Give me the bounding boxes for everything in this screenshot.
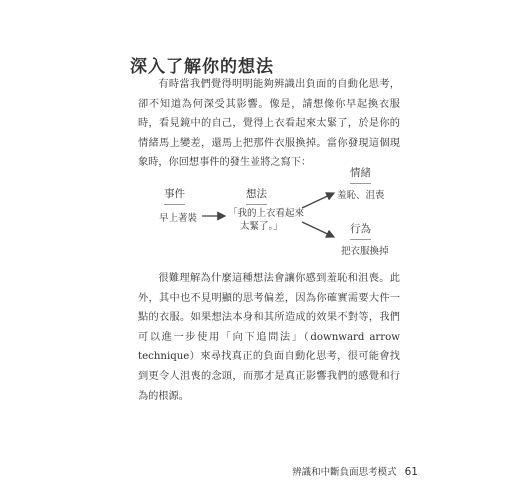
event-text: 早上著裝 — [159, 213, 198, 224]
paragraph-explanation: 很難理解為什麼這種想法會讓你感到羞恥和沮喪。此外，其中也不見明顯的思考偏差，因為你確實需要大件一點的衣服。如果想法本身和其所造成的效果不對等，我們可以進一步使用「向下追問法」（downward arrow technique）來尋找真正的負面自動化思考，很可能會找到更令人沮喪的念頭，而那才是真正影響我們的感覺和行為的根源。 — [138, 273, 400, 402]
thought-text-line1: 「我的上衣看起來 — [228, 208, 305, 219]
arrow-thought-to-behavior — [302, 222, 334, 237]
behavior-header: 行為 — [350, 221, 371, 240]
page-footer — [292, 464, 418, 478]
emotion-text: 羞恥、沮喪 — [337, 190, 385, 201]
event-underline — [164, 204, 185, 205]
emotion-header: 情緒 — [350, 165, 371, 184]
chapter-title: 辨識和中斷負面思考模式 — [292, 467, 397, 478]
thought-header: 想法 — [246, 186, 267, 205]
behavior-underline — [350, 239, 371, 240]
event-header: 事件 — [164, 186, 185, 205]
behavior-text: 把衣服換掉 — [341, 246, 389, 257]
section-title: 深入了解你的想法 — [130, 57, 274, 77]
thought-text-line2: 太緊了。」 — [240, 221, 283, 232]
emotion-underline — [350, 183, 371, 184]
paragraph-intro: 有時當我們覺得明明能夠辨識出負面的自動化思考，卻不知道為何深受其影響。像是，請想像你早起換衣服時，看見鏡中的自己，覺得上衣看起來太緊了，於是你的情緒馬上變差，還馬上把那件衣服換掉。當你發現這個現象時，你回想事件的發生並將之寫下： — [138, 79, 400, 169]
page-number: 61 — [404, 466, 418, 478]
arrow-thought-to-emotion — [302, 193, 334, 208]
